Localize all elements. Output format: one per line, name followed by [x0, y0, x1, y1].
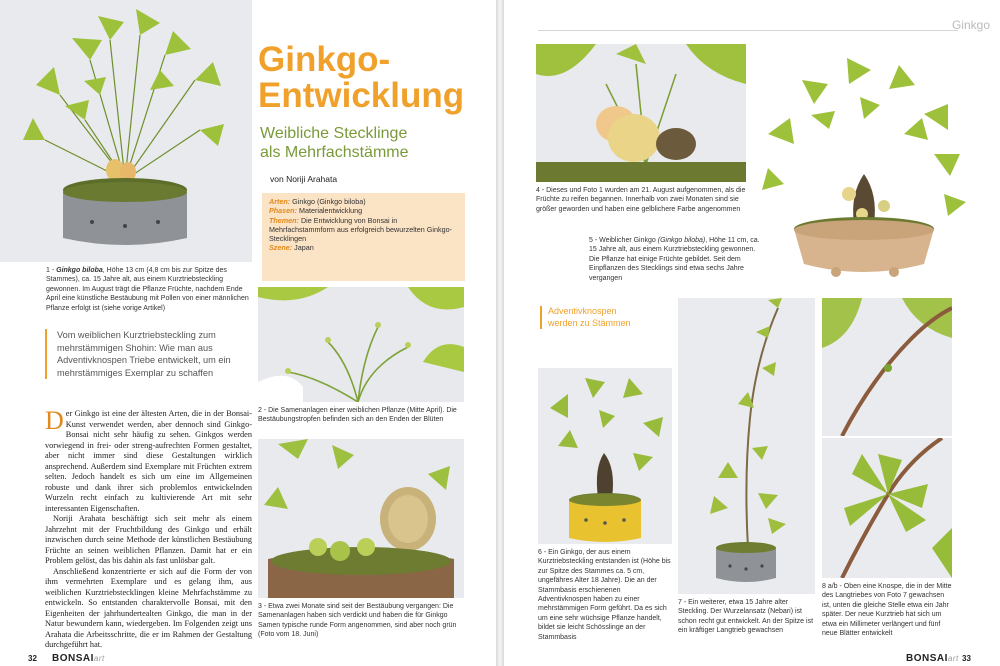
page-number-right: 33 [962, 654, 971, 663]
sidebar-heading: Adventivknospen werden zu Stämmen [540, 306, 650, 329]
body-text: Der Ginkgo ist eine der ältesten Arten, die in der Bonsai-Kunst verwendet werden, aber dennoch sind Ginkgo-Bonsai nicht sehr häufig zu sehen. Ginkgos werden vorwiegend in frei- oder streng-aufrechten Formen gestaltet, aber nicht immer sind diese Gestaltungen wirklich ansprechend. Außerdem sind Exemplare mit Früchten extrem selten. Jedoch handelt es sich um eine im Allgemeinen robuste und dank ihrer sich problemlos entwickelnden Wurzeln recht einfach zu kultivierende Art mit sehr interessanten Eigenschaften. Noriji Arahata beschäftigt sich seit mehr als einem Jahrzehnt mit der Fruchtbildung des Ginkgo und erhält inzwischen durch seine Methode der künstlichen Bestäubung Früchte an seinen weiblichen Pflanzen. Damit hat er ein Problem gelöst, das bis dahin als fast unlösbar galt. Anschließend konzentrierte er sich auf die Form der von ihm vermehrten Exemplare und es gelang ihm, aus weiblichen Kurztriebstecklingen kleine Mehrfachstämme zu entwickeln. So entstanden charaktervolle Bonsai, mit den Eigenheiten der jahrhundertealten Ginkgo, die man in der Natur bewundern kann, wiedergeben. Im Folgenden zeigt uns Arahata die Arbeitsschritte, die er im Rahmen der Gestaltung durchgeführt hat. [45, 406, 252, 649]
running-head-rule [538, 30, 958, 31]
caption-5: 5 - Weiblicher Ginkgo (Ginkgo biloba), Höhe 11 cm, ca. 15 Jahre alt, aus einem Kurztriebsteckling gewonnen. Die Pflanze hat einige Früchte gebildet. Seit dem Einpflanzen des Stecklings sind etwa sechs Jahre vergangen [589, 237, 760, 282]
photo-5-female-ginkgo [754, 44, 974, 284]
photo-2-ovules [258, 287, 464, 402]
left-page [0, 0, 496, 666]
caption-4: 4 - Dieses und Foto 1 wurden am 21. August aufgenommen, als die Früchte zu reifen begannen. Innerhalb von zwei Monaten sind sie größer geworden und haben eine gelblichere Farbe angenommen [536, 187, 746, 213]
byline: von Noriji Arahata [270, 174, 338, 184]
caption-2: 2 - Die Samenanlagen einer weiblichen Pflanze (Mitte April). Die Bestäubungstropfen befinden sich an den Enden der Blüten [258, 407, 457, 424]
running-head: Ginkgo [951, 18, 990, 32]
drop-cap: D [45, 406, 64, 435]
photo-1-ginkgo-pot [0, 0, 252, 262]
caption-8: 8 a/b - Oben eine Knospe, die in der Mitte des Langtriebes von Foto 7 gewachsen ist, unten die gleiche Stelle etwa ein Jahr später. Der neue Kurztrieb hat sich um etwa ein Millimeter verlängert und fünf neue Blätter entwickelt [822, 583, 952, 638]
photo-8b-new-shoot [822, 438, 952, 578]
lead-paragraph: Vom weiblichen Kurztriebsteckling zum mehrstämmigen Shohin: Wie man aus Adventivknospen Triebe entwickelt, um ein mehrstämmiges Exemplar zu schaffen [45, 329, 251, 379]
photo-8a-bud [822, 298, 952, 436]
page-number-left: 32 [28, 654, 37, 663]
info-box: Arten: Ginkgo (Ginkgo biloba) Phasen: Materialentwicklung Themen: Die Entwicklung von Bonsai in Mehrfachstammform aus erfolgreich bewurzelten Ginkgo-Stecklingen Szene: Japan [262, 193, 465, 281]
caption-3: 3 - Etwa zwei Monate sind seit der Bestäubung vergangen: Die Samenanlagen haben sich verdickt und haben die für Ginkgo Samen typische runde Form angenommen, sind aber noch grün (Foto vom 18. Juni) [258, 603, 457, 639]
page-gutter [496, 0, 504, 666]
photo-7-long-shoot [678, 298, 815, 594]
caption-7: 7 - Ein weiterer, etwa 15 Jahre alter Steckling. Der Wurzelansatz (Nebari) ist schon recht gut entwickelt. An der Spitze ist ein kräftiger Langtrieb gewachsen [678, 599, 814, 635]
photo-3-green-seeds [258, 439, 464, 598]
magazine-brand-left: BONSAIart [52, 653, 105, 664]
article-title: Ginkgo- Entwicklung [258, 40, 465, 115]
right-page [504, 0, 1000, 666]
photo-4-ripening-fruit [536, 44, 746, 182]
caption-1: 1 - Ginkgo biloba, Höhe 13 cm (4,8 cm bis zur Spitze des Stammes), ca. 15 Jahre alt, aus einem Kurztriebsteckling gewonnen. Im August trägt die Pflanze Früchte, nachdem Ende April eine künstliche Bestäubung mit Pollen von einer männlichen Pflanze erfolgt ist (siehe vorige Artikel) [46, 267, 249, 312]
photo-6-multi-trunk [538, 368, 672, 544]
magazine-brand-right: BONSAIart [906, 653, 959, 664]
caption-6: 6 - Ein Ginkgo, der aus einem Kurztriebsteckling entstanden ist (Höhe bis zur Spitze des Stammes ca. 5 cm, ungefähres Alter 18 Jahre). Die an der Stammbasis erschienenen Adventivknospen haben zu einer mehrstämmigen Form geführt. Da es sich um eine sehr wüchsige Pflanze handelt, bildet sie leicht Schösslinge an der Stammbasis [538, 549, 671, 641]
article-subtitle: Weibliche Stecklinge als Mehrfachstämme [260, 125, 409, 161]
